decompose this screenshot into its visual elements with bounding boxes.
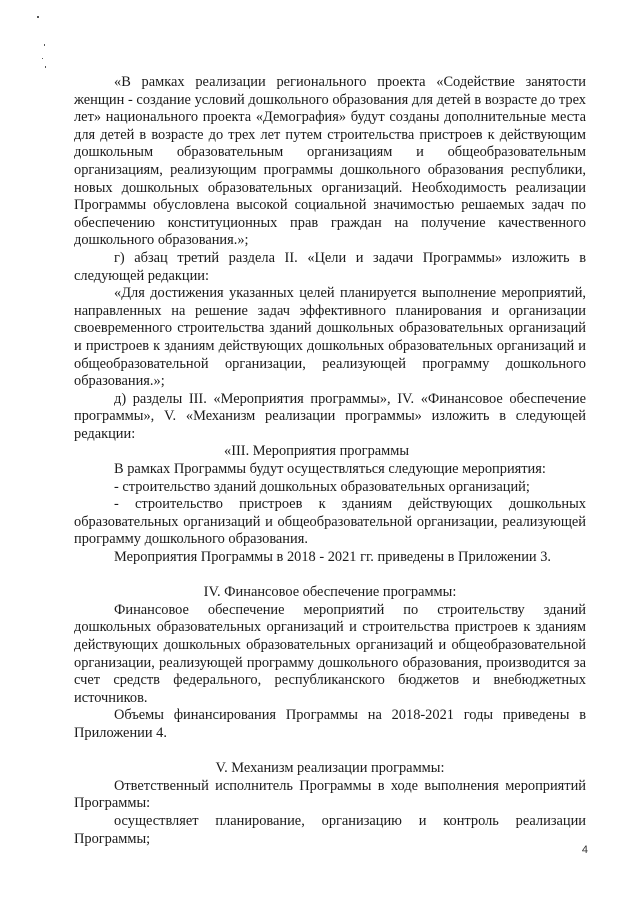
paragraph-regional-project: «В рамках реализации регионального проекта «Содействие занятости женщин - создание условий дошкольного образования для детей в возрасте до трех лет» национального проекта «Демография» будут созданы дополнительные места для детей в возрасте до трех лет путем строительства пристроев к действующим дошкольным образовательным организациям и общеобразовательным организациям, реализующим программы дошкольного образования республики, новых дошкольных образовательных организаций. Необходимость реализации Программы обусловлена высокой социальной значимостью решаемых задач по обеспечению конституционных прав граждан на получение качественного дошкольного образования.»; (74, 74, 586, 249)
paragraph-responsible-executor: Ответственный исполнитель Программы в ходе выполнения мероприятий Программы: (74, 777, 586, 812)
section-heading-financing: IV. Финансовое обеспечение программы: (203, 584, 457, 601)
page-number: 4 (581, 844, 588, 856)
list-item-extensions: - строительство пристроев к зданиям действующих дошкольных образовательных организаций и общеобразовательной организации, реализующей программу дошкольного образования. (74, 496, 586, 548)
list-item-buildings: - строительство зданий дошкольных образовательных организаций; (114, 478, 530, 495)
paragraph-amendment-d: д) разделы III. «Мероприятия программы», IV. «Финансовое обеспечение программы», V. «Механизм реализации программы» изложить в следующей редакции: (74, 390, 586, 442)
paragraph-planning: осуществляет планирование, организацию и контроль реализации Программы; (74, 812, 586, 847)
paragraph-appendix-4: Объемы финансирования Программы на 2018-2021 годы приведены в Приложении 4. (74, 707, 586, 741)
paragraph-financing: Финансовое обеспечение мероприятий по строительству зданий дошкольных образовательных организаций и строительства пристроев к зданиям действующих дошкольных образовательных организаций и общеобразовательной организации, реализующей программу дошкольного образования, производится за счет средств федерального, республиканского бюджетов и внебюджетных источников. (74, 601, 586, 706)
section-heading-measures: «III. Мероприятия программы (224, 443, 410, 460)
paragraph-measures-intro: В рамках Программы будут осуществляться следующие мероприятия: (114, 461, 546, 478)
paragraph-appendix-3: Мероприятия Программы в 2018 - 2021 гг. приведены в Приложении 3. (114, 549, 551, 566)
section-heading-mechanism: V. Механизм реализации программы: (215, 760, 445, 777)
paragraph-amendment-g: г) абзац третий раздела II. «Цели и задачи Программы» изложить в следующей редакции: (74, 249, 586, 284)
document-page (74, 74, 586, 848)
paragraph-goals-text: «Для достижения указанных целей планируется выполнение мероприятий, направленных на решение задач эффективного планирования и организации своевременного строительства зданий дошкольных образовательных организаций и пристроев к зданиям действующих дошкольных образовательных организаций и общеобразовательной организации, реализующей программу дошкольного образования.»; (74, 285, 586, 390)
scan-marks (34, 14, 48, 74)
